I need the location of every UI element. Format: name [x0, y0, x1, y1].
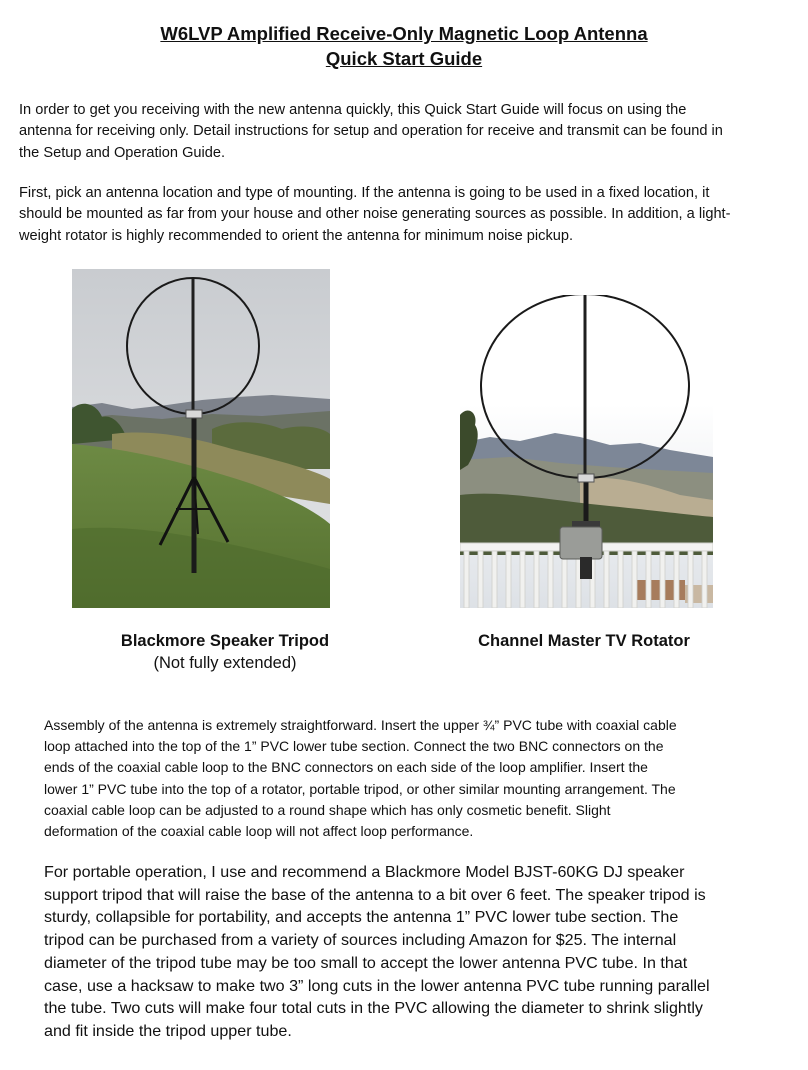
tripod-antenna-photo	[72, 269, 330, 608]
intro-paragraph-1	[19, 100, 723, 164]
text-line: diameter of the tripod tube may be too small to accept the lower antenna PVC tube. In that	[44, 953, 688, 972]
caption-title: Channel Master TV Rotator	[478, 632, 690, 650]
text-line: support tripod that will raise the base of the antenna to a bit over 6 feet. The speaker tripod is	[44, 885, 706, 904]
text-line: deformation of the coaxial cable loop will not affect loop performance.	[44, 823, 474, 840]
caption-subtitle: (Not fully extended)	[153, 654, 297, 672]
text-line: case, use a hacksaw to make two 3” long cuts in the lower antenna PVC tube running parallel	[44, 976, 710, 995]
text-line: coaxial cable loop can be adjusted to a round shape which has only cosmetic benefit. Slight	[44, 801, 611, 818]
text-line: tripod can be purchased from a variety of sources including Amazon for $25. The internal	[44, 931, 677, 950]
text-line: Assembly of the antenna is extremely straightforward. Insert the upper ¾” PVC tube with coaxial cable	[44, 717, 677, 733]
left-figure-caption	[96, 630, 354, 674]
text-line: For portable operation, I use and recommend a Blackmore Model BJST-60KG DJ speaker	[44, 863, 685, 881]
text-line: lower 1” PVC tube into the top of a rotator, portable tripod, or other similar mounting arrangement. The	[44, 780, 676, 797]
document-title: W6LVP Amplified Receive-Only Magnetic Loop Antenna	[160, 23, 648, 44]
document-subtitle: Quick Start Guide	[325, 48, 483, 69]
portable-paragraph	[44, 861, 710, 1043]
text-line: weight rotator is highly recommended to orient the antenna for minimum noise pickup.	[19, 227, 574, 244]
text-line: should be mounted as far from your house and other noise generating sources as possible. In addition, a light-	[19, 206, 731, 223]
text-line: the Setup and Operation Guide.	[19, 144, 226, 161]
text-line: sturdy, collapsible for portability, and accepts the antenna 1” PVC lower tube section. The	[44, 908, 679, 927]
text-line: loop attached into the top of the 1” PVC lower tube section. Connect the two BNC connectors on the	[44, 738, 664, 755]
text-line: ends of the coaxial cable loop to the BNC connectors on each side of the loop amplifier. Insert the	[44, 759, 648, 776]
rotator-antenna-photo	[460, 295, 713, 608]
text-line: antenna for receiving only. Detail instructions for setup and operation for receive and transmit can be found in	[19, 123, 723, 140]
text-line: First, pick an antenna location and type of mounting. If the antenna is going to be used in a fixed location, it	[19, 185, 710, 201]
assembly-paragraph	[44, 715, 677, 842]
caption-title: Blackmore Speaker Tripod	[120, 632, 330, 650]
text-line: In order to get you receiving with the new antenna quickly, this Quick Start Guide will focus on using the	[19, 102, 687, 118]
text-line: and fit inside the tripod upper tube.	[44, 1021, 292, 1040]
intro-paragraph-2	[19, 183, 730, 247]
right-figure-caption	[452, 630, 716, 652]
text-line: the tube. Two cuts will make four total cuts in the PVC allowing the diameter to shrink slightly	[44, 999, 703, 1018]
